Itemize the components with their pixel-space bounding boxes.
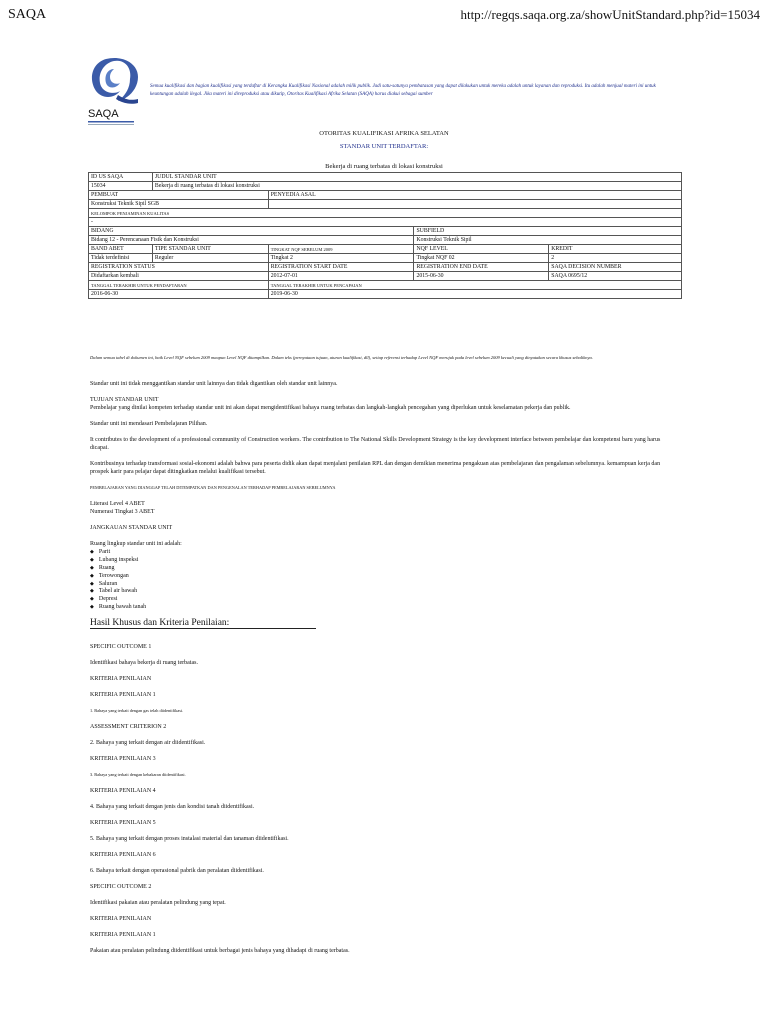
- saqa-logo: [84, 55, 142, 129]
- table-cell-credit-label: KREDIT: [549, 245, 682, 254]
- outcome-1-text: Identifikasi bahaya bekerja di ruang terbatas.: [90, 660, 198, 667]
- outcome-1-heading: SPECIFIC OUTCOME 1: [90, 644, 152, 651]
- table-cell-last-enrol-label: TANGGAL TERAKHIR UNTUK PENDAFTARAN: [89, 281, 269, 290]
- table-cell-decision-value: SAQA 0695/12: [549, 272, 682, 281]
- outcomes-heading: Hasil Khusus dan Kriteria Penilaian:: [90, 619, 316, 629]
- numeracy-requirement: Numerasi Tingkat 3 ABET: [90, 509, 155, 515]
- table-cell-end-value: 2015-06-30: [414, 272, 549, 281]
- organization-name: OTORITAS KUALIFIKASI AFRIKA SELATAN: [319, 130, 449, 137]
- table-cell-title-label: JUDUL STANDAR UNIT: [152, 173, 681, 182]
- table-cell-title-value: Bekerja di ruang terbatas di lokasi konstruksi: [152, 182, 681, 191]
- list-item: ◆ Tabel air bawah: [90, 587, 680, 595]
- criterion-1-heading: KRITERIA PENILAIAN 1: [90, 692, 156, 699]
- list-item: ◆ Depresi: [90, 595, 680, 603]
- table-cell-nqf-value: Tingkat NQF 02: [414, 254, 549, 263]
- table-cell-start-value: 2012-07-01: [268, 272, 414, 281]
- table-cell-decision-label: SAQA DECISION NUMBER: [549, 263, 682, 272]
- criterion-5-heading: KRITERIA PENILAIAN 5: [90, 820, 156, 827]
- range-intro: Ruang lingkup standar unit ini adalah:: [90, 541, 182, 547]
- purpose-paragraph-3: It contributes to the development of a professional community of Construction workers. The contribution to The National Skills Development Strategy is the key development interface between pembelajar dan kompetensi baru yang harus dicapai.: [90, 437, 661, 451]
- criterion-3-heading: KRITERIA PENILAIAN 3: [90, 756, 156, 763]
- table-cell-originator-value: Konstruksi Teknik Sipil SGB: [89, 200, 269, 209]
- purpose-heading: TUJUAN STANDAR UNIT: [90, 397, 159, 403]
- browser-print-header: [0, 0, 768, 34]
- copyright-disclaimer: Semua kualifikasi dan bagian kualifikasi yang terdaftar di Kerangka Kualifikasi Nasional adalah milik publik. Jadi satu-satunya pembatasan yang dapat dilakukan untuk mereka adalah untuk layanan dan reproduksi. Itu adalah menjual materi ini untuk keuntungan adalah ilegal. Jika materi ini direproduksi atau dikutip, Otoritas Kualifikasi Afrika Selatan (SAQA) harus diakui sebagai sumber: [150, 84, 656, 97]
- unit-standard-title: Bekerja di ruang terbatas di lokasi konstruksi: [325, 163, 443, 170]
- criterion-1-text: 1. Bahaya yang terkait dengan gas telah diidentifikasi.: [90, 708, 184, 714]
- registered-unit-standard-label: STANDAR UNIT TERDAFTAR:: [339, 143, 429, 150]
- table-cell-subfield-value: Konstruksi Teknik Sipil: [414, 236, 682, 245]
- list-item: ◆ Ruang: [90, 564, 680, 572]
- criterion-2-text: 2. Bahaya yang terkait dengan air diidentifikasi.: [90, 740, 206, 747]
- criteria-heading: KRITERIA PENILAIAN: [90, 676, 152, 683]
- table-cell-status-label: REGISTRATION STATUS: [89, 263, 269, 272]
- criterion-6-heading: KRITERIA PENILAIAN 6: [90, 852, 156, 859]
- table-cell-field-label: BIDANG: [89, 227, 414, 236]
- criterion-4-text: 4. Bahaya yang terkait dengan jenis dan kondisi tanah diidentifikasi.: [90, 804, 255, 811]
- list-item: ◆ Ruang bawah tanah: [90, 603, 680, 611]
- purpose-paragraph-1: Pembelajar yang dinilai kompeten terhadap standar unit ini akan dapat mengidentifikasi bahaya ruang terbatas dan langkah-langkah pencegahan yang diperlukan untuk keselamatan pekerja dan publik.: [90, 405, 571, 411]
- table-cell-pre2009-label: TINGKAT NQF SEBELUM 2009: [268, 245, 414, 254]
- table-cell-nqf-label: NQF LEVEL: [414, 245, 549, 254]
- table-cell-last-enrol-value: 2016-06-30: [89, 290, 269, 299]
- list-item: ◆ Saluran: [90, 580, 680, 588]
- table-cell-qa-value: -: [89, 218, 682, 227]
- literacy-requirement: Literasi Level 4 ABET: [90, 501, 145, 507]
- list-item: ◆ Parit: [90, 548, 680, 556]
- table-cell-end-label: REGISTRATION END DATE: [414, 263, 549, 272]
- table-cell-band-label: BAND ABET: [89, 245, 153, 254]
- table-cell-pre2009-value: Tingkat 2: [268, 254, 414, 263]
- site-name: SAQA: [8, 7, 47, 22]
- outcome-2-text: Identifikasi pakaian atau peralatan pelindung yang tepat.: [90, 900, 226, 907]
- unit-standard-table: [88, 172, 682, 299]
- outcome-2-criterion-1-text: Pakaian atau peralatan pelindung diidentifikasi untuk berbagai jenis bahaya yang dihadapi di ruang terbatas.: [90, 948, 350, 955]
- list-item: ◆ Lubang inspeksi: [90, 556, 680, 564]
- table-cell-last-achieve-value: 2019-06-30: [268, 290, 681, 299]
- replacement-statement: Standar unit ini tidak menggantikan standar unit lainnya dan tidak digantikan oleh standar unit lainnya.: [90, 381, 338, 387]
- table-cell-start-label: REGISTRATION START DATE: [268, 263, 414, 272]
- page-url[interactable]: http://regqs.saqa.org.za/showUnitStandard.php?id=15034: [460, 7, 760, 22]
- table-cell-provider-label: PENYEDIA ASAL: [268, 191, 681, 200]
- table-cell-credit-value: 2: [549, 254, 682, 263]
- table-cell-qa-label: KELOMPOK PENJAMINAN KUALITAS: [89, 209, 682, 218]
- criterion-6-text: 6. Bahaya terkait dengan operasional pabrik dan peralatan diidentifikasi.: [90, 868, 264, 875]
- table-cell-field-value: Bidang 12 - Perencanaan Fisik dan Konstruksi: [89, 236, 414, 245]
- criterion-2-heading: ASSESSMENT CRITERION 2: [90, 724, 167, 731]
- table-cell-id-label: ID US SAQA: [89, 173, 153, 182]
- table-cell-type-value: Reguler: [152, 254, 268, 263]
- range-heading: JANGKAUAN STANDAR UNIT: [90, 525, 173, 531]
- criteria-2-heading: KRITERIA PENILAIAN: [90, 916, 152, 923]
- table-cell-provider-value: [268, 200, 681, 209]
- range-list: [90, 548, 680, 611]
- criterion-4-heading: KRITERIA PENILAIAN 4: [90, 788, 156, 795]
- outcome-2-heading: SPECIFIC OUTCOME 2: [90, 884, 152, 891]
- table-cell-subfield-label: SUBFIELD: [414, 227, 682, 236]
- nqf-level-note: Dalam semua tabel di dokumen ini, baik Level NQF sebelum 2009 maupun Level NQF ditampilkan. Dalam teks (pernyataan tujuan, aturan kualifikasi, dll), setiap referensi terhadap Level NQF merujuk pada level sebelum 2009 kecuali yang dinyatakan secara khusus sebaliknya.: [90, 355, 593, 360]
- criterion-5-text: 5. Bahaya yang terkait dengan proses instalasi material dan tanaman diidentifikasi.: [90, 836, 289, 843]
- saqa-logo-text: SAQA: [88, 108, 119, 120]
- purpose-paragraph-4: Kontribusinya terhadap transformasi sosial-ekonomi adalah bahwa para peserta didik akan dapat menjalani penilaian RPL dan dengan demikian menerima pengakuan atas pembelajaran dan pengalaman sebelumnya. kemampuan kerja dan prospek karir para pelajar dapat ditingkatkan melalui kualifikasi tersebut.: [90, 461, 661, 475]
- unit-standard-body: [90, 380, 680, 963]
- table-cell-last-achieve-label: TANGGAL TERAKHIR UNTUK PENCAPAIAN: [268, 281, 681, 290]
- table-cell-originator-label: PEMBUAT: [89, 191, 269, 200]
- table-cell-band-value: Tidak terdefinisi: [89, 254, 153, 263]
- table-cell-type-label: TIPE STANDAR UNIT: [152, 245, 268, 254]
- table-cell-status-value: Didaftarkan kembali: [89, 272, 269, 281]
- outcome-2-criterion-1-heading: KRITERIA PENILAIAN 1: [90, 932, 156, 939]
- table-cell-id-value: 15034: [89, 182, 153, 191]
- prior-learning-heading: PEMBELAJARAN YANG DIANGGAP TELAH DITEMPATKAN DAN PENGENALAN TERHADAP PEMBELAJARAN SEBELUMNYA: [90, 485, 336, 490]
- purpose-paragraph-2: Standar unit ini mendasari Pembelajaran Pilihan.: [90, 421, 208, 427]
- list-item: ◆ Terowongan: [90, 572, 680, 580]
- criterion-3-text: 3. Bahaya yang terkait dengan kebakaran diidentifikasi.: [90, 772, 186, 778]
